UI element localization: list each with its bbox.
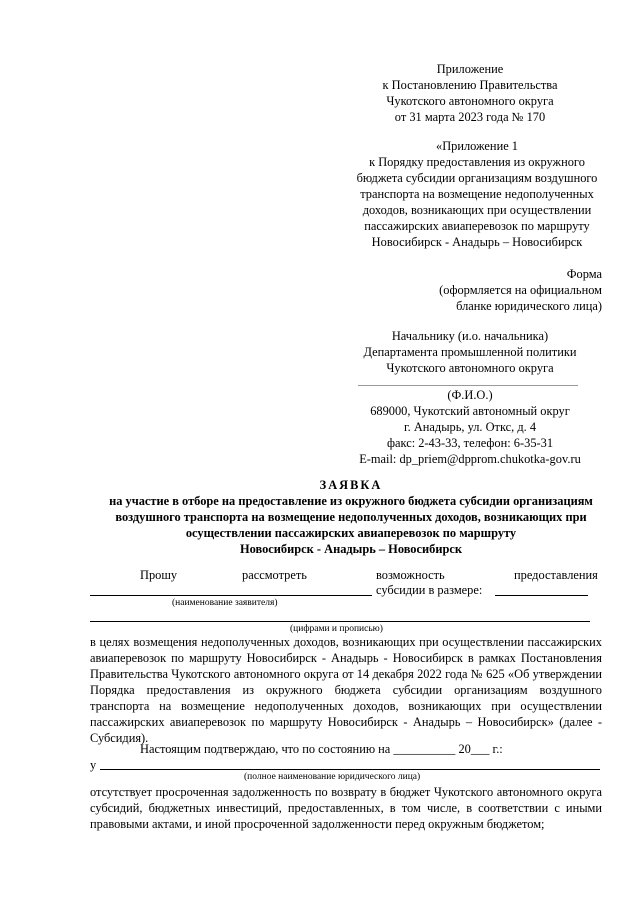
addressee-block bbox=[340, 328, 600, 376]
title-line: воздушного транспорта на возмещение недополученных доходов, возникающих при bbox=[115, 510, 587, 524]
address-line: г. Анадырь, ул. Откс, д. 4 bbox=[403, 420, 537, 434]
subsidy-amount-label: субсидии в размере: bbox=[376, 583, 483, 597]
appendix-1-line: Новосибирск - Анадырь – Новосибирск bbox=[371, 235, 583, 249]
debt-paragraph: отсутствует просроченная задолженность по возврату в бюджет Чукотского автономного округа субсидий, бюджетных инвестиций, предоставленных, в том числе, в соответствии с иными правовыми актами, и иной просроченной задолженности перед окружным бюджетом; bbox=[90, 785, 602, 831]
fio-caption: (Ф.И.О.) bbox=[447, 388, 493, 402]
appendix-line: от 31 марта 2023 года № 170 bbox=[394, 110, 546, 124]
appendix-1-line: пассажирских авиаперевозок по маршруту bbox=[364, 219, 590, 233]
email-line: E-mail: dp_priem@dpprom.chukotka-gov.ru bbox=[359, 452, 581, 466]
appendix-line: Чукотского автономного округа bbox=[386, 94, 554, 108]
appendix-line: к Постановлению Правительства bbox=[382, 78, 558, 92]
request-word: Прошу bbox=[140, 568, 178, 582]
title-heading: ЗАЯВКА bbox=[319, 478, 383, 492]
purpose-paragraph: в целях возмещения недополученных доходов, возникающих при осуществлении пассажирских авиаперевозок по маршруту Новосибирск - Анадырь - Новосибирск в рамках Постановления Правительства Чукотского автономного округа от 14 декабря 2022 года № 625 «Об утверждении Порядка предоставления из окружного бюджета субсидии организациям воздушного транспорта на возмещение недополученных доходов, возникающих при осуществлении пассажирских авиаперевозок по маршруту Новосибирск - Анадырь – Новосибирск» (далее - Субсидия). bbox=[90, 635, 602, 745]
organization-name-line[interactable] bbox=[100, 769, 600, 770]
subsidy-amount-line[interactable] bbox=[495, 595, 588, 596]
form-note bbox=[380, 266, 602, 314]
address-line: факс: 2-43-33, телефон: 6-35-31 bbox=[386, 436, 554, 450]
organization-caption: (полное наименование юридического лица) bbox=[244, 772, 421, 782]
appendix-1-line: доходов, возникающих при осуществлении bbox=[362, 203, 592, 217]
appendix-1-header bbox=[332, 138, 622, 250]
appendix-1-line: к Порядку предоставления из окружного bbox=[369, 155, 585, 169]
applicant-caption: (наименование заявителя) bbox=[172, 598, 278, 608]
request-word: возможность bbox=[376, 568, 445, 582]
title-line: осуществлении пассажирских авиаперевозок по маршруту bbox=[185, 526, 517, 540]
amount-words-line[interactable] bbox=[90, 621, 590, 622]
form-note-line: (оформляется на официальном bbox=[439, 283, 602, 297]
form-note-line: Форма bbox=[566, 267, 602, 281]
document-title bbox=[86, 477, 616, 557]
title-line: Новосибирск - Анадырь – Новосибирск bbox=[239, 542, 463, 556]
addressee-line: Чукотского автономного округа bbox=[386, 361, 554, 375]
title-line: на участие в отборе на предоставление из окружного бюджета субсидии организациям bbox=[109, 494, 593, 508]
request-word: предоставления bbox=[514, 568, 598, 582]
appendix-1-line: бюджета субсидии организациям воздушного bbox=[356, 171, 598, 185]
u-prefix: у bbox=[90, 758, 97, 772]
applicant-name-line[interactable] bbox=[90, 595, 372, 596]
appendix-line: Приложение bbox=[436, 62, 504, 76]
appendix-1-line: «Приложение 1 bbox=[436, 139, 518, 153]
appendix-header bbox=[340, 61, 600, 125]
addressee-line: Начальнику (и.о. начальника) bbox=[391, 329, 549, 343]
confirm-text: Настоящим подтверждаю, что по состоянию на __________ 20___ г.: bbox=[140, 742, 503, 756]
form-note-line: бланке юридического лица) bbox=[456, 299, 602, 313]
amount-caption: (цифрами и прописью) bbox=[290, 624, 383, 634]
appendix-1-line: транспорта на возмещение недополученных bbox=[360, 187, 594, 201]
addressee-line: Департамента промышленной политики bbox=[363, 345, 577, 359]
address-line: 689000, Чукотский автономный округ bbox=[370, 404, 570, 418]
department-address bbox=[340, 403, 600, 467]
fio-line bbox=[358, 385, 578, 386]
request-word: рассмотреть bbox=[242, 568, 307, 582]
